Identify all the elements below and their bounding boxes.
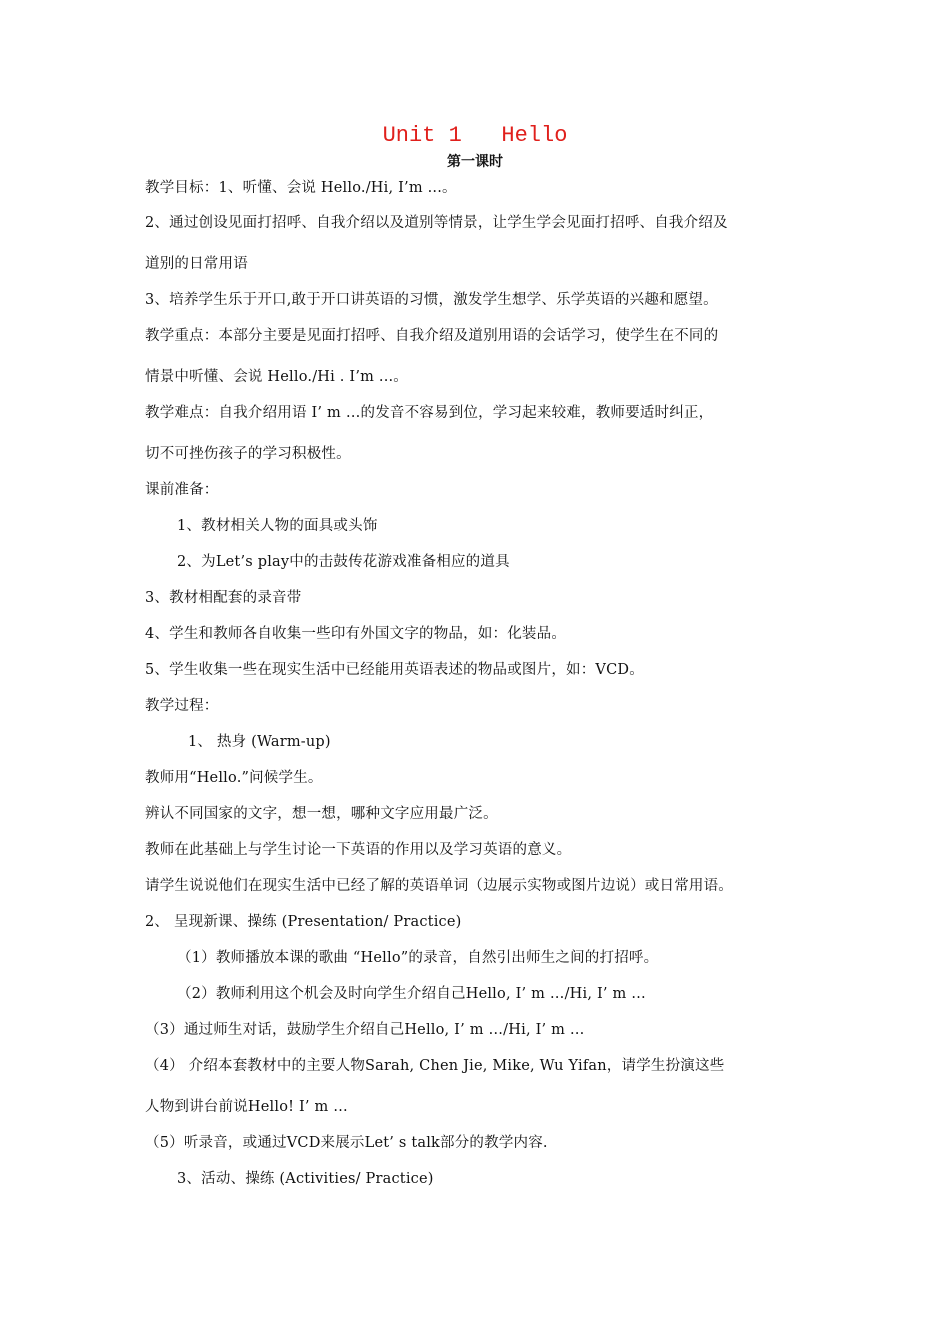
section-heading: 教学过程：	[145, 698, 219, 714]
text-line: 3、培养学生乐于开口,敢于开口讲英语的习惯，激发学生想学、乐学英语的兴趣和愿望。	[145, 292, 718, 308]
step-heading: 1、 热身 (Warm-up)	[188, 734, 331, 750]
text-line: 道别的日常用语	[145, 256, 248, 272]
sub-step: 人物到讲台前说Hello! I’ m …	[145, 1099, 348, 1115]
section-heading: 课前准备：	[145, 482, 219, 498]
lesson-subtitle: 第一课时	[447, 154, 503, 170]
step-heading: 2、 呈现新课、操练 (Presentation/ Practice)	[145, 914, 462, 930]
step-heading: 3、活动、操练 (Activities/ Practice)	[177, 1171, 434, 1187]
text-line: 2、通过创设见面打招呼、自我介绍以及道别等情景，让学生学会见面打招呼、自我介绍及	[145, 215, 728, 231]
sub-step: （3）通过师生对话，鼓励学生介绍自己Hello, I’ m …/Hi, I’ m …	[145, 1022, 585, 1038]
text-line: 教学难点：自我介绍用语 I’ m …的发音不容易到位，学习起来较难，教师要适时纠正，	[145, 405, 714, 421]
unit-title: Unit 1 Hello	[382, 123, 568, 148]
text-line: 教学目标：1、听懂、会说 Hello./Hi, I’m ...。	[145, 180, 457, 196]
list-item: 3、教材相配套的录音带	[145, 590, 302, 606]
sub-step: （4） 介绍本套教材中的主要人物Sarah, Chen Jie, Mike, Wu Yifan，请学生扮演这些	[145, 1058, 725, 1074]
text-line: 情景中听懂、会说 Hello./Hi . I’m ...。	[145, 369, 409, 385]
sub-step: （1）教师播放本课的歌曲 “Hello”的录音，自然引出师生之间的打招呼。	[177, 950, 659, 966]
list-item: 4、学生和教师各自收集一些印有外国文字的物品，如：化装品。	[145, 626, 567, 642]
text-line: 教师在此基础上与学生讨论一下英语的作用以及学习英语的意义。	[145, 842, 572, 858]
list-item: 5、学生收集一些在现实生活中已经能用英语表述的物品或图片，如：VCD。	[145, 662, 644, 678]
text-line: 切不可挫伤孩子的学习积极性。	[145, 446, 351, 462]
sub-step: （2）教师利用这个机会及时向学生介绍自己Hello, I’ m …/Hi, I’ m …	[177, 986, 646, 1002]
list-item: 1、教材相关人物的面具或头饰	[177, 518, 378, 534]
text-line: 教学重点：本部分主要是见面打招呼、自我介绍及道别用语的会话学习，使学生在不同的	[145, 328, 719, 344]
text-line: 教师用“Hello.”问候学生。	[145, 770, 323, 786]
sub-step: （5）听录音，或通过VCD来展示Let’ s talk部分的教学内容.	[145, 1135, 548, 1151]
list-item: 2、为Let’s play中的击鼓传花游戏准备相应的道具	[177, 554, 510, 570]
text-line: 请学生说说他们在现实生活中已经了解的英语单词（边展示实物或图片边说）或日常用语。	[145, 878, 733, 894]
text-line: 辨认不同国家的文字，想一想，哪种文字应用最广泛。	[145, 806, 498, 822]
